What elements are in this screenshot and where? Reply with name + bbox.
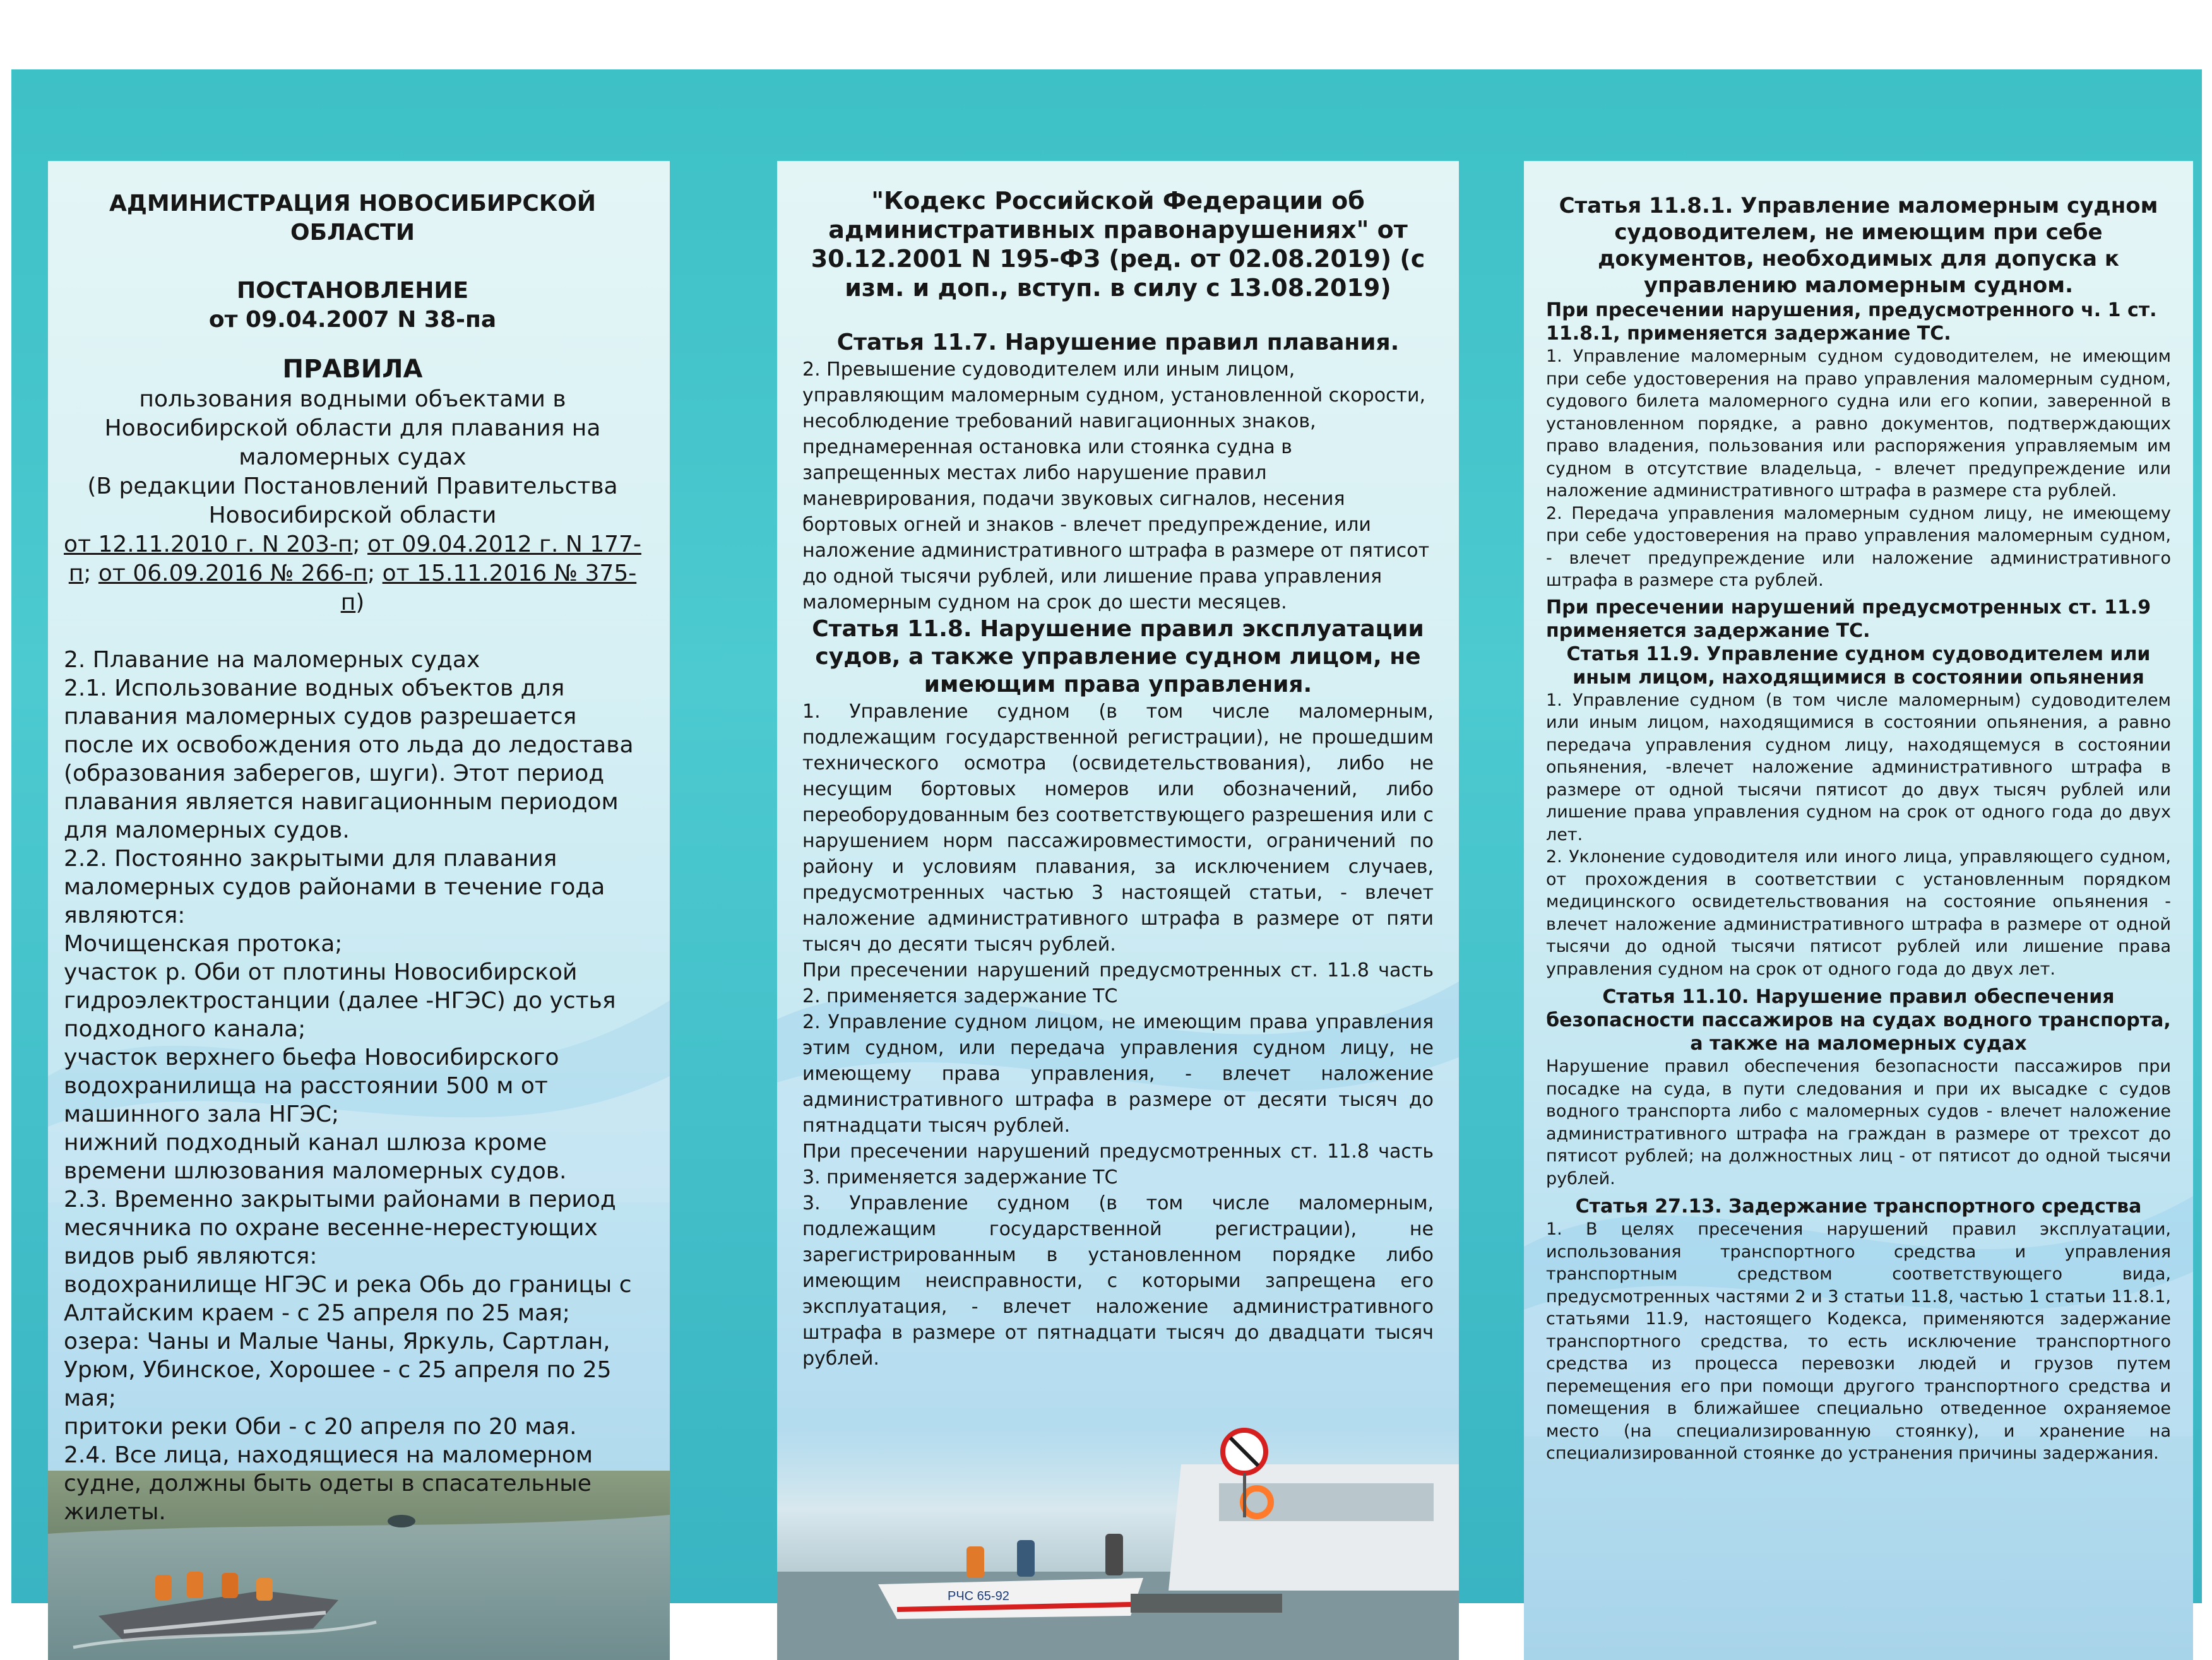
article-11-8-1-part-2: 2. Передача управления маломерным судном лицу, не имеющему при себе удостоверения на право управления маломерным судном, - влечет предупреждение или наложение административного штрафа в размере ста рублей. [1546, 503, 2171, 590]
article-11-8-1-title: Статья 11.8.1. Управление маломерным судном судоводителем, не имеющим при себе документов, необходимых для допуска к управлению маломерным судном. [1559, 193, 2158, 298]
person [966, 1546, 984, 1578]
article-27-13-part-1: 1. В целях пресечения нарушений правил эксплуатации, использования транспортного средства и управления транспортным средством соответствующего вида, предусмотренных частями 2 и 3 статьи 11.8, частью 1 статьи 11.8.1, статьями 11.9, настоящего Кодекса, применяются задержание транспортного средства, то есть исключение транспортного средства из процесса перевозки людей и грузов путем перемещения его при помощи другого транспортного средства и помещения в ближайшее специально отведенное охраняемое место (на специализированную стоянку), и хранение на специализированной стоянке до устранения причины задержания. [1546, 1219, 2171, 1463]
article-11-8-title: Статья 11.8. Нарушение правил эксплуатации судов, а также управление судном лицом, не имеющим права управления. [812, 616, 1424, 697]
article-27-13-title: Статья 27.13. Задержание транспортного средства [1575, 1195, 2142, 1218]
article-11-7-part-2: 2. Превышение судоводителем или иным лицом, управляющим маломерным судном, установленной скорости, несоблюдение требований навигационных знаков, преднамеренная остановка или стоянка судна в запрещенных местах либо нарушение правил маневрирования, подачи звуковых сигналов, несения бортовых огней и знаков - влечет предупреждение, или наложение административного штрафа в размере от пятисот до одной тысячи рублей, или лишение права управления маломерным судном на срок до шести месяцев. [802, 359, 1430, 614]
article-11-8-1-part-1: 1. Управление маломерным судном судоводителем, не имеющим при себе удостоверения на право управления маломерным судном, судового билета маломерного судна или его копии, заверенной в установленном порядке, а равно документов, подтверждающих право владения, пользования или распоряжения управляемым им судном в отсутствие владельца, - влечет предупреждение или наложение административного штрафа в размере ста рублей. [1546, 347, 2171, 501]
list-item: участок верхнего бьефа Новосибирского водохранилища на расстоянии 500 м от машинного зала НГЭС; [64, 1045, 559, 1127]
article-11-9-part-2: 2. Уклонение судоводителя или иного лица, управляющего судном, от прохождения в соответствии с установленным порядком медицинского освидетельствования на состояние опьянения - влечет наложение административного штрафа в размере от одной тысячи до одной тысячи пятисот рублей или лишение права управления судном на срок от одного года до двух лет. [1546, 847, 2171, 979]
paragraph-2-1: 2.1. Использование водных объектов для плавания маломерных судов разрешается после их освобождения ото льда до ледостава (образования заберегов, шуги). Этот период плавания является навигационным периодом для маломерных судов. [64, 675, 634, 843]
article-11-9-title: Статья 11.9. Управление судном судоводителем или иным лицом, находящимися в состоянии опьянения [1566, 643, 2151, 689]
rules-edition: (В редакции Постановлений Правительства Новосибирской области [87, 473, 618, 528]
panel-code-11-7-11-8 [777, 161, 1459, 1660]
section-title: 2. Плавание на маломерных судах [64, 647, 480, 673]
person [1017, 1540, 1035, 1577]
amendments: от 12.11.2010 г. N 203-п; от 09.04.2012 г. N 177-п; от 06.09.2016 № 266-п; от 15.11.2016 № 375-п) [64, 531, 641, 615]
list-item: озера: Чаны и Малые Чаны, Яркуль, Сартлан, Урюм, Убинское, Хорошее - с 25 апреля по 25 мая; [64, 1329, 612, 1411]
person-lifevest [187, 1572, 203, 1598]
panel-code-11-8-1-27-13 [1524, 161, 2193, 1660]
pier [1131, 1594, 1282, 1613]
person-lifevest [222, 1573, 238, 1598]
list-item: нижний подходный канал шлюза кроме времени шлюзования маломерных судов. [64, 1130, 567, 1184]
paragraph-2-4: 2.4. Все лица, находящиеся на маломерном судне, должны быть одеты в спасательные жилеты. [64, 1442, 593, 1525]
article-11-8-note-2: При пресечении нарушений предусмотренных ст. 11.8 часть 3. применяется задержание ТС [802, 1141, 1434, 1189]
list-item: участок р. Оби от плотины Новосибирской гидроэлектростанции (далее -НГЭС) до устья подходного канала; [64, 959, 616, 1042]
amendment-link[interactable]: от 15.11.2016 № 375-п [340, 560, 637, 615]
boat-registration: РЧС 65-92 [948, 1589, 1009, 1603]
amendment-link[interactable]: от 09.04.2012 г. N 177-п [68, 531, 641, 586]
panel-rules [48, 161, 670, 1660]
person [1105, 1534, 1123, 1575]
article-11-8-part-3: 3. Управление судном (в том числе маломерным, подлежащим государственной регистрации), не зарегистрированным в установленном порядке либо имеющим неисправности, с которыми запрещена его эксплуатация, - влечет наложение административного штрафа в размере от пятнадцати тысяч до двадцати тысяч рублей. [802, 1192, 1434, 1370]
article-11-8-note-1: При пресечении нарушений предусмотренных ст. 11.8 часть 2. применяется задержание ТС [802, 959, 1434, 1007]
list-item: Мочищенская протока; [64, 931, 343, 957]
article-11-7-title: Статья 11.7. Нарушение правил плавания. [836, 329, 1400, 355]
amendment-link[interactable]: от 06.09.2016 № 266-п [98, 560, 368, 586]
article-11-8-part-2: 2. Управление судном лицом, не имеющим права управления этим судном, или передача управления судном лицу, не имеющему права управления, - влечет наложение административного штрафа в размере от десяти тысяч до пятнадцати тысяч рублей. [802, 1011, 1434, 1137]
admin-title: АДМИНИСТРАЦИЯ НОВОСИБИРСКОЙ ОБЛАСТИ [109, 191, 596, 246]
rescue-boat [878, 1578, 1143, 1619]
person-lifevest [155, 1575, 172, 1600]
article-11-8-1-note: При пресечении нарушения, предусмотренного ч. 1 ст. 11.8.1, применяется задержание ТС. [1546, 299, 2157, 345]
paragraph-2-2: 2.2. Постоянно закрытыми для плавания маломерных судов районами в течение года являются: [64, 846, 605, 928]
article-11-10-text: Нарушение правил обеспечения безопасности пассажиров при посадке на суда, в пути следования и при их высадке с судов водного транспорта либо с маломерных судов - влечет наложение административного штрафа на граждан в размере от трехсот до пятисот рублей; на должностных лиц - от пятисот до одной тысячи рублей. [1546, 1057, 2171, 1189]
paragraph-2-3: 2.3. Временно закрытыми районами в период месячника по охране весенне-нерестующих видов рыб являются: [64, 1187, 616, 1269]
article-11-10-title: Статья 11.10. Нарушение правил обеспечения безопасности пассажиров на судах водного транспорта, а также на маломерных судах [1546, 986, 2171, 1055]
rules-description: пользования водными объектами в Новосибирской области для плавания на маломерных судах [104, 386, 601, 470]
decree-title: ПОСТАНОВЛЕНИЕ [236, 278, 469, 304]
amendment-link[interactable]: от 12.11.2010 г. N 203-п [64, 531, 353, 557]
article-11-9-part-1: 1. Управление судном (в том числе маломерным) судоводителем или иным лицом, находящимися в состоянии опьянения, а равно передача управления судном лицу, находящемуся в состоянии опьянения, -влечет наложение административного штрафа в размере от одной тысячи пятисот до двух тысяч рублей или лишение права управления судном на срок от одного года до двух лет. [1546, 690, 2171, 845]
article-11-9-note: При пресечении нарушений предусмотренных ст. 11.9 применяется задержание ТС. [1546, 596, 2151, 642]
person-lifevest [256, 1578, 273, 1601]
brochure-sheet [11, 69, 2202, 1603]
photo-inspection-boats [777, 1426, 1459, 1660]
article-11-8-part-1: 1. Управление судном (в том числе маломерным, подлежащим государственной регистрации), не прошедшим технического осмотра (освидетельствования), либо не несущим бортовых номеров или обозначений, либо переоборудованным без соответствующего разрешения или с нарушением норм пассажировместимости, ограничений по району и условиям плавания, за исключением случаев, предусмотренных частью 3 настоящей статьи, - влечет наложение административного штрафа в размере от пяти тысяч до десяти тысяч рублей. [802, 701, 1434, 956]
code-title: "Кодекс Российской Федерации об административных правонарушениях" от 30.12.2001 N 195-ФЗ (ред. от 02.08.2019) (с изм. и доп., вступ. в силу с 13.08.2019) [811, 187, 1425, 302]
rules-title: ПРАВИЛА [282, 355, 423, 384]
decree-date: от 09.04.2007 N 38-па [208, 307, 497, 333]
list-item: водохранилище НГЭС и река Обь до границы с Алтайским краем - с 25 апреля по 25 мая; [64, 1272, 632, 1326]
list-item: притоки реки Оби - с 20 апреля по 20 мая. [64, 1414, 577, 1440]
